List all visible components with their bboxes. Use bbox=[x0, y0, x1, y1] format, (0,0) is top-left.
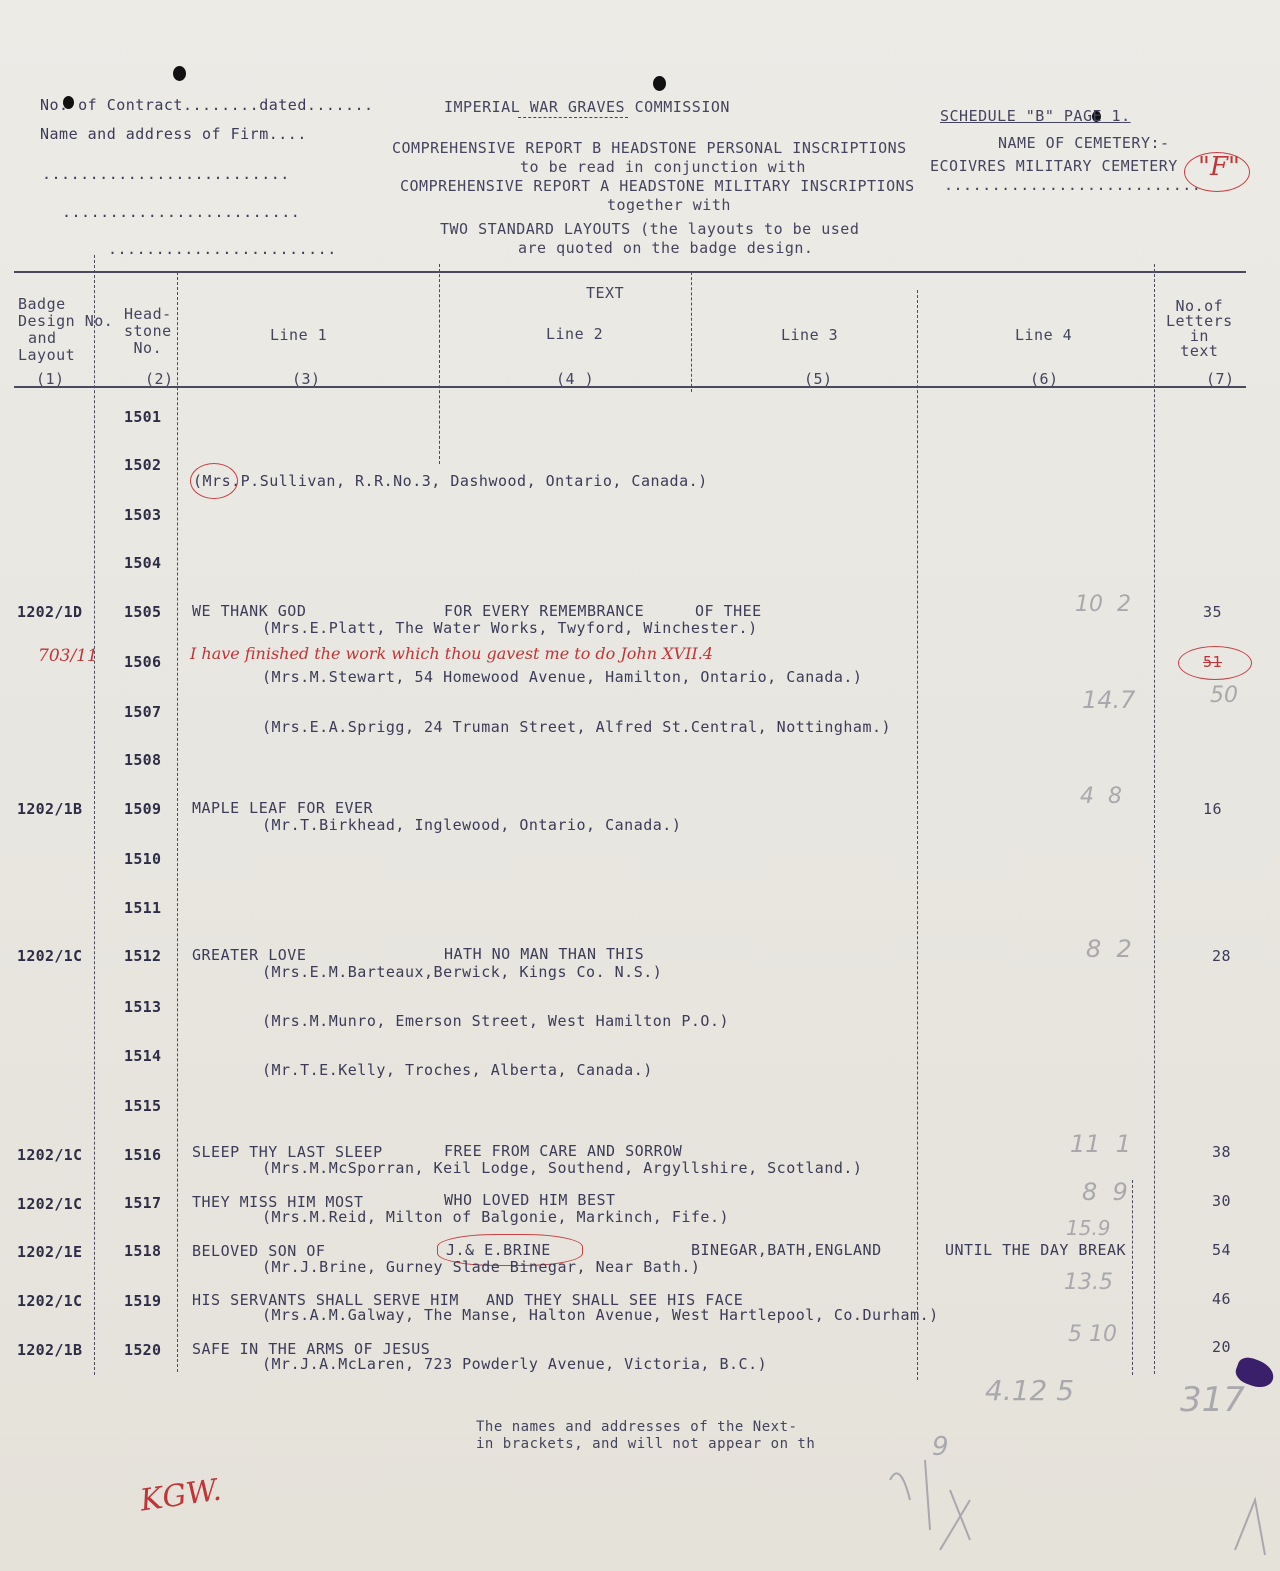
headstone-no: 1506 bbox=[124, 653, 162, 671]
next-of-kin-address: (Mr.J.A.McLaren, 723 Powderly Avenue, Victoria, B.C.) bbox=[262, 1355, 768, 1373]
firm-line: Name and address of Firm.... bbox=[40, 125, 307, 143]
col-1-number: (1) bbox=[36, 370, 65, 388]
red-ink-circle bbox=[190, 463, 238, 499]
badge-design: 1202/1C bbox=[17, 1292, 83, 1310]
next-of-kin-address: (Mrs.M.Munro, Emerson Street, West Hamilton P.O.) bbox=[262, 1012, 730, 1030]
badge-design: 1202/1C bbox=[17, 947, 83, 965]
inscription-line-1: SAFE IN THE ARMS OF JESUS bbox=[192, 1340, 431, 1358]
headstone-no: 1514 bbox=[124, 1047, 162, 1065]
letter-count: 28 bbox=[1212, 947, 1232, 965]
headstone-no: 1501 bbox=[124, 408, 162, 426]
dotted-line: ........................ bbox=[108, 240, 337, 258]
column-divider bbox=[94, 255, 96, 1375]
badge-design: 1202/1D bbox=[17, 603, 83, 621]
headstone-no: 1511 bbox=[124, 899, 162, 917]
col-badge-header: Badge Design No. and Layout bbox=[18, 295, 114, 364]
inscription-line-2: FREE FROM CARE AND SORROW bbox=[444, 1142, 683, 1160]
next-of-kin-address: (Mrs.M.McSporran, Keil Lodge, Southend, Argyllshire, Scotland.) bbox=[262, 1159, 863, 1177]
inscription-line-1: MAPLE LEAF FOR EVER bbox=[192, 799, 374, 817]
headstone-no: 1509 bbox=[124, 800, 162, 818]
contract-line: No. of Contract........dated....... bbox=[40, 96, 374, 114]
headstone-no: 1520 bbox=[124, 1341, 162, 1359]
table-header-rule bbox=[14, 386, 1246, 388]
report-line-4: together with bbox=[607, 196, 731, 214]
pencil-note: 8 9 bbox=[1082, 1178, 1128, 1206]
letter-count: 35 bbox=[1203, 603, 1223, 621]
next-of-kin-address: (Mrs.A.M.Galway, The Manse, Halton Avenue, West Hartlepool, Co.Durham.) bbox=[262, 1306, 939, 1324]
letter-count: 54 bbox=[1212, 1241, 1232, 1259]
col-4-number: (4 ) bbox=[556, 370, 595, 388]
cemetery-name: ECOIVRES MILITARY CEMETERY bbox=[930, 157, 1178, 175]
inscription-line-3: OF THEE bbox=[695, 602, 762, 620]
pencil-note: 5 10 bbox=[1068, 1322, 1117, 1347]
headstone-no: 1507 bbox=[124, 703, 162, 721]
column-divider bbox=[1154, 264, 1156, 1374]
letter-count: 46 bbox=[1212, 1290, 1232, 1308]
inscription-line-1: BELOVED SON OF bbox=[192, 1242, 326, 1260]
schedule-title: SCHEDULE "B" PAGE 1. bbox=[940, 107, 1131, 125]
letter-count: 38 bbox=[1212, 1143, 1232, 1161]
inscription-line-2: FOR EVERY REMEMBRANCE bbox=[444, 602, 645, 620]
report-line-5: TWO STANDARD LAYOUTS (the layouts to be used bbox=[440, 220, 860, 238]
col-5-number: (5) bbox=[804, 370, 833, 388]
inscription-line-2: WHO LOVED HIM BEST bbox=[444, 1191, 616, 1209]
punch-hole bbox=[653, 76, 666, 91]
col-7-number: (7) bbox=[1206, 370, 1235, 388]
col-3-number: (3) bbox=[292, 370, 321, 388]
column-divider bbox=[177, 272, 179, 1372]
pencil-total-sum: 4.12 5 bbox=[985, 1374, 1075, 1407]
col-line3-header: Line 3 bbox=[781, 326, 839, 344]
dotted-line: ......................... bbox=[62, 203, 301, 221]
inscription-line-2: HATH NO MAN THAN THIS bbox=[444, 945, 645, 963]
pencil-note: 11 1 bbox=[1070, 1130, 1132, 1158]
headstone-no: 1515 bbox=[124, 1097, 162, 1115]
next-of-kin-address: (Mrs.M.Stewart, 54 Homewood Avenue, Hamilton, Ontario, Canada.) bbox=[262, 668, 863, 686]
badge-design: 1202/1C bbox=[17, 1146, 83, 1164]
headstone-no: 1518 bbox=[124, 1242, 162, 1260]
inscription-line-1: THEY MISS HIM MOST bbox=[192, 1193, 364, 1211]
headstone-no: 1513 bbox=[124, 998, 162, 1016]
inscription-line-4: UNTIL THE DAY BREAK bbox=[945, 1241, 1127, 1259]
column-divider bbox=[1132, 1180, 1134, 1375]
table-top-rule bbox=[14, 271, 1246, 273]
pencil-note: 14.7 bbox=[1082, 686, 1136, 714]
letter-count: 20 bbox=[1212, 1338, 1232, 1356]
inscription-line-1: SLEEP THY LAST SLEEP bbox=[192, 1143, 383, 1161]
pencil-total: 317 bbox=[1180, 1380, 1245, 1420]
inscription-line-2: AND THEY SHALL SEE HIS FACE bbox=[486, 1291, 744, 1309]
footer-note-line-1: The names and addresses of the Next- bbox=[476, 1419, 798, 1435]
headstone-no: 1502 bbox=[124, 456, 162, 474]
report-line-2: to be read in conjunction with bbox=[520, 158, 806, 176]
badge-design: 1202/1E bbox=[17, 1243, 83, 1261]
pencil-note: 13.5 bbox=[1064, 1270, 1113, 1295]
organisation-title: IMPERIAL WAR GRAVES COMMISSION bbox=[444, 98, 730, 116]
headstone-no: 1516 bbox=[124, 1146, 162, 1164]
footer-note-line-2: in brackets, and will not appear on th bbox=[476, 1436, 816, 1452]
next-of-kin-address: (Mrs.M.Reid, Milton of Balgonie, Markinch, Fife.) bbox=[262, 1208, 730, 1226]
column-divider bbox=[691, 272, 693, 392]
col-line1-header: Line 1 bbox=[270, 326, 328, 344]
column-divider bbox=[439, 264, 441, 464]
pencil-scribble-mark bbox=[870, 1440, 990, 1560]
headstone-no: 1510 bbox=[124, 850, 162, 868]
col-2-number: (2) bbox=[145, 370, 174, 388]
underline bbox=[518, 117, 628, 118]
pencil-note: 8 2 bbox=[1086, 935, 1132, 963]
headstone-no: 1517 bbox=[124, 1194, 162, 1212]
text-header: TEXT bbox=[586, 284, 625, 302]
inscription-line-3: BINEGAR,BATH,ENGLAND bbox=[691, 1241, 882, 1259]
pencil-correction: 50 bbox=[1210, 683, 1238, 708]
pencil-note: 15.9 bbox=[1066, 1216, 1111, 1240]
inscription-line-1: GREATER LOVE bbox=[192, 946, 307, 964]
headstone-no: 1508 bbox=[124, 751, 162, 769]
letter-count: 30 bbox=[1212, 1192, 1232, 1210]
inscription-line-1: HIS SERVANTS SHALL SERVE HIM bbox=[192, 1291, 459, 1309]
report-line-3: COMPREHENSIVE REPORT A HEADSTONE MILITARY INSCRIPTIONS bbox=[400, 177, 915, 195]
headstone-no: 1504 bbox=[124, 554, 162, 572]
pencil-corner-mark bbox=[1230, 1490, 1270, 1560]
handwritten-initials: KGW. bbox=[137, 1472, 224, 1519]
report-line-1: COMPREHENSIVE REPORT B HEADSTONE PERSONAL INSCRIPTIONS bbox=[392, 139, 907, 157]
next-of-kin-address: (Mrs.P.Sullivan, R.R.No.3, Dashwood, Ontario, Canada.) bbox=[193, 472, 708, 490]
headstone-no: 1512 bbox=[124, 947, 162, 965]
headstone-no: 1505 bbox=[124, 603, 162, 621]
cemetery-mark: "F" bbox=[1198, 152, 1240, 182]
report-line-6: are quoted on the badge design. bbox=[518, 239, 814, 257]
column-divider bbox=[917, 290, 919, 1380]
punch-hole bbox=[173, 66, 186, 81]
badge-design: 1202/1B bbox=[17, 1341, 83, 1359]
headstone-no: 1519 bbox=[124, 1292, 162, 1310]
inscription-line-1: WE THANK GOD bbox=[192, 602, 307, 620]
handwritten-badge: 703/11 bbox=[38, 646, 98, 666]
col-line4-header: Line 4 bbox=[1015, 326, 1073, 344]
badge-design: 1202/1B bbox=[17, 800, 83, 818]
col-headstone-header: Head- stone No. bbox=[124, 305, 172, 357]
col-letters-header: No.of Letters in text bbox=[1166, 297, 1233, 360]
next-of-kin-address: (Mr.T.E.Kelly, Troches, Alberta, Canada.) bbox=[262, 1061, 653, 1079]
next-of-kin-address: (Mrs.E.M.Barteaux,Berwick, Kings Co. N.S.) bbox=[262, 963, 663, 981]
next-of-kin-address: (Mrs.E.A.Sprigg, 24 Truman Street, Alfred St.Central, Nottingham.) bbox=[262, 718, 892, 736]
col-line2-header: Line 2 bbox=[546, 325, 604, 343]
cemetery-dots: ........................... bbox=[944, 176, 1202, 194]
badge-design: 1202/1C bbox=[17, 1195, 83, 1213]
col-6-number: (6) bbox=[1030, 370, 1059, 388]
next-of-kin-address: (Mr.J.Brine, Gurney Slade Binegar, Near Bath.) bbox=[262, 1258, 701, 1276]
headstone-no: 1503 bbox=[124, 506, 162, 524]
dotted-line: .......................... bbox=[42, 165, 290, 183]
letter-count-struck: 51 bbox=[1203, 653, 1223, 671]
pencil-note: 10 2 bbox=[1075, 592, 1131, 617]
handwritten-inscription: I have finished the work which thou gavest me to do John XVII.4 bbox=[190, 644, 713, 663]
inscription-line-2: J.& E.BRINE bbox=[446, 1241, 551, 1259]
cemetery-label: NAME OF CEMETERY:- bbox=[998, 134, 1170, 152]
next-of-kin-address: (Mr.T.Birkhead, Inglewood, Ontario, Canada.) bbox=[262, 816, 682, 834]
pencil-scribble: 9 bbox=[932, 1432, 949, 1462]
next-of-kin-address: (Mrs.E.Platt, The Water Works, Twyford, Winchester.) bbox=[262, 619, 758, 637]
pencil-note: 4 8 bbox=[1080, 784, 1122, 809]
letter-count: 16 bbox=[1203, 800, 1223, 818]
